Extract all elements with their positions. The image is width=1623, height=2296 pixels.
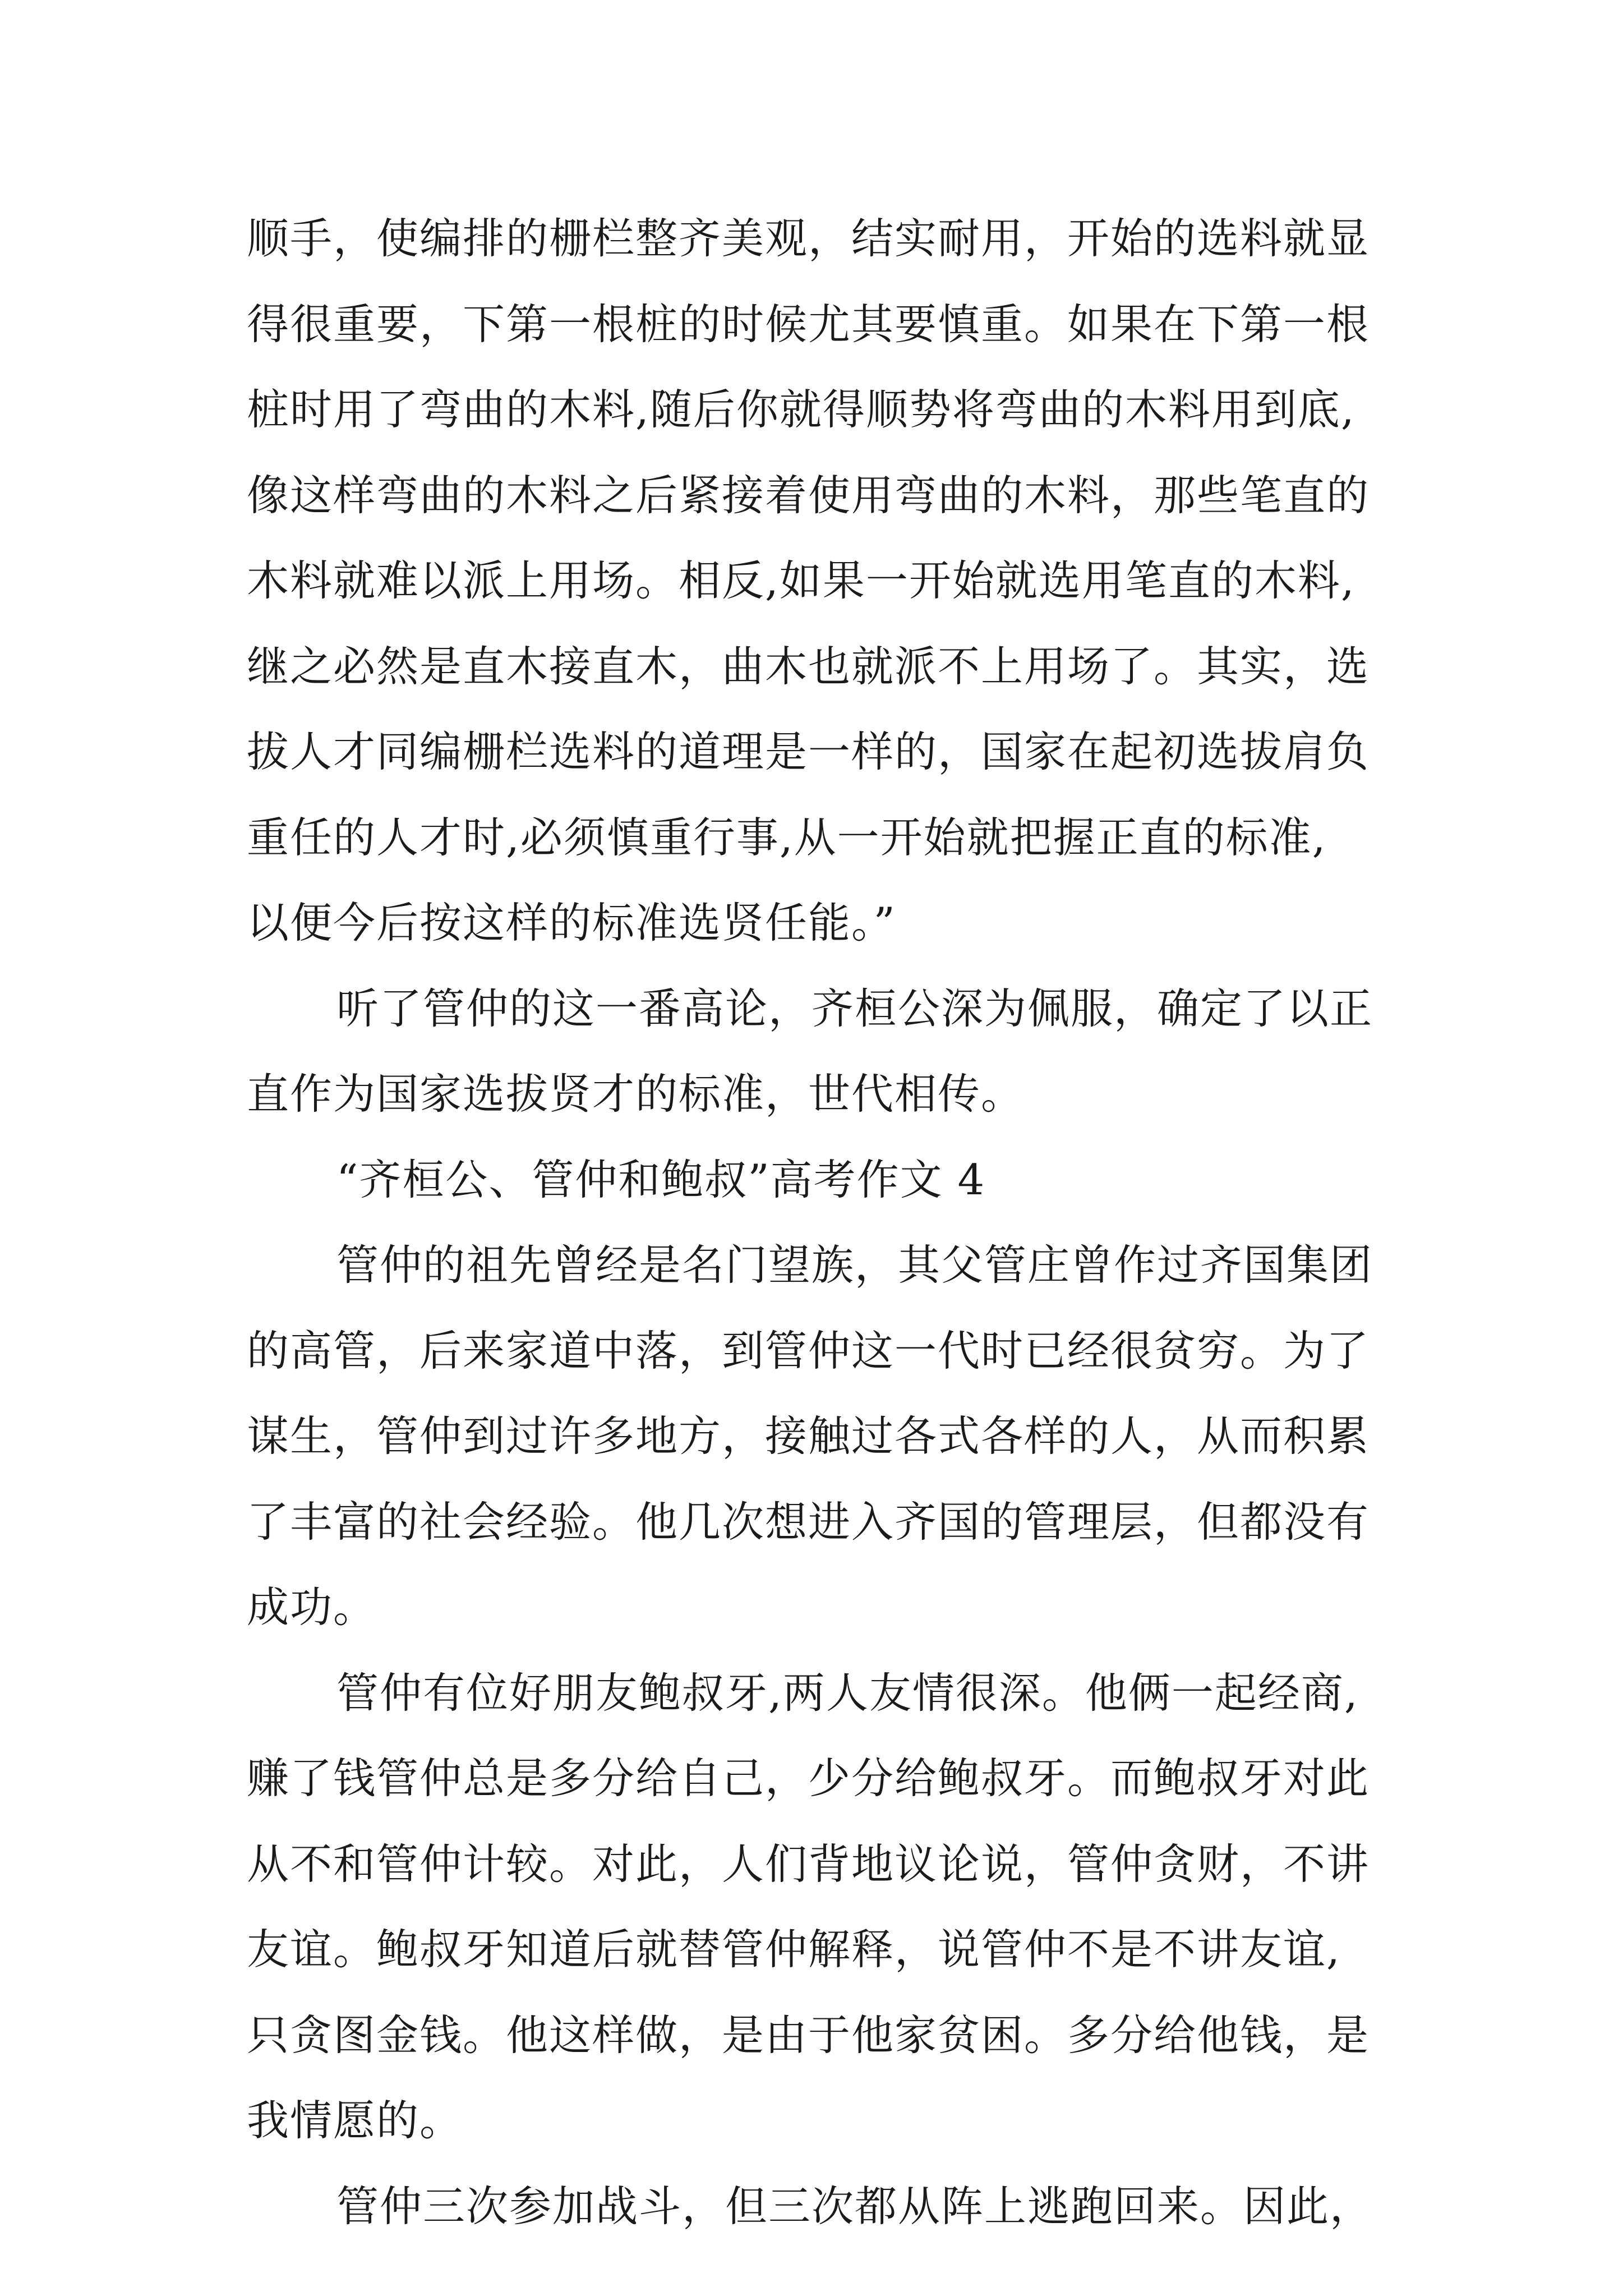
text-line: 的高管，后来家道中落，到管仲这一代时已经很贫穷。为了 [247, 1326, 1370, 1375]
text-line: 顺手，使编排的栅栏整齐美观，结实耐用，开始的选料就显 [247, 214, 1370, 263]
text-line: 桩时用了弯曲的木料,随后你就得顺势将弯曲的木料用到底, [247, 385, 1355, 434]
paragraph-first-line: 管仲有位好朋友鲍叔牙,两人友情很深。他俩一起经商, [336, 1668, 1359, 1718]
text-line: 谋生，管仲到过许多地方，接触过各式各样的人，从而积累 [247, 1411, 1370, 1461]
text-line: 重任的人才时,必须慎重行事,从一开始就把握正直的标准, [247, 813, 1327, 862]
text-line: 友谊。鲍叔牙知道后就替管仲解释，说管仲不是不讲友谊, [247, 1925, 1341, 1974]
text-line: 木料就难以派上用场。相反,如果一开始就选用笔直的木料, [247, 556, 1355, 605]
text-line: 了丰富的社会经验。他几次想进入齐国的管理层，但都没有 [247, 1497, 1370, 1547]
text-line: 赚了钱管仲总是多分给自己，少分给鲍叔牙。而鲍叔牙对此 [247, 1754, 1370, 1803]
text-line: 我情愿的。 [247, 2096, 463, 2145]
text-line: 直作为国家选拔贤才的标准，世代相传。 [247, 1069, 1025, 1119]
section-heading: “齐桓公、管仲和鲍叔”高考作文 4 [336, 1155, 986, 1204]
text-line: 继之必然是直木接直木，曲木也就派不上用场了。其实，选 [247, 642, 1370, 691]
text-line: 像这样弯曲的木料之后紧接着使用弯曲的木料，那些笔直的 [247, 471, 1370, 520]
text-line: 从不和管仲计较。对此，人们背地议论说，管仲贪财，不讲 [247, 1839, 1370, 1889]
paragraph-first-line: 听了管仲的这一番高论，齐桓公深为佩服，确定了以正 [336, 984, 1373, 1033]
text-line: 拔人才同编栅栏选料的道理是一样的，国家在起初选拔肩负 [247, 727, 1370, 776]
paragraph-first-line: 管仲三次参加战斗，但三次都从阵上逃跑回来。因此， [336, 2182, 1373, 2231]
paragraph-first-line: 管仲的祖先曾经是名门望族，其父管庄曾作过齐国集团 [336, 1240, 1373, 1290]
text-line: 得很重要，下第一根桩的时候尤其要慎重。如果在下第一根 [247, 300, 1370, 349]
text-line: 成功。 [247, 1582, 377, 1632]
text-line: 以便今后按这样的标准选贤任能。” [247, 898, 896, 947]
text-line: 只贪图金钱。他这样做，是由于他家贫困。多分给他钱，是 [247, 2010, 1370, 2060]
